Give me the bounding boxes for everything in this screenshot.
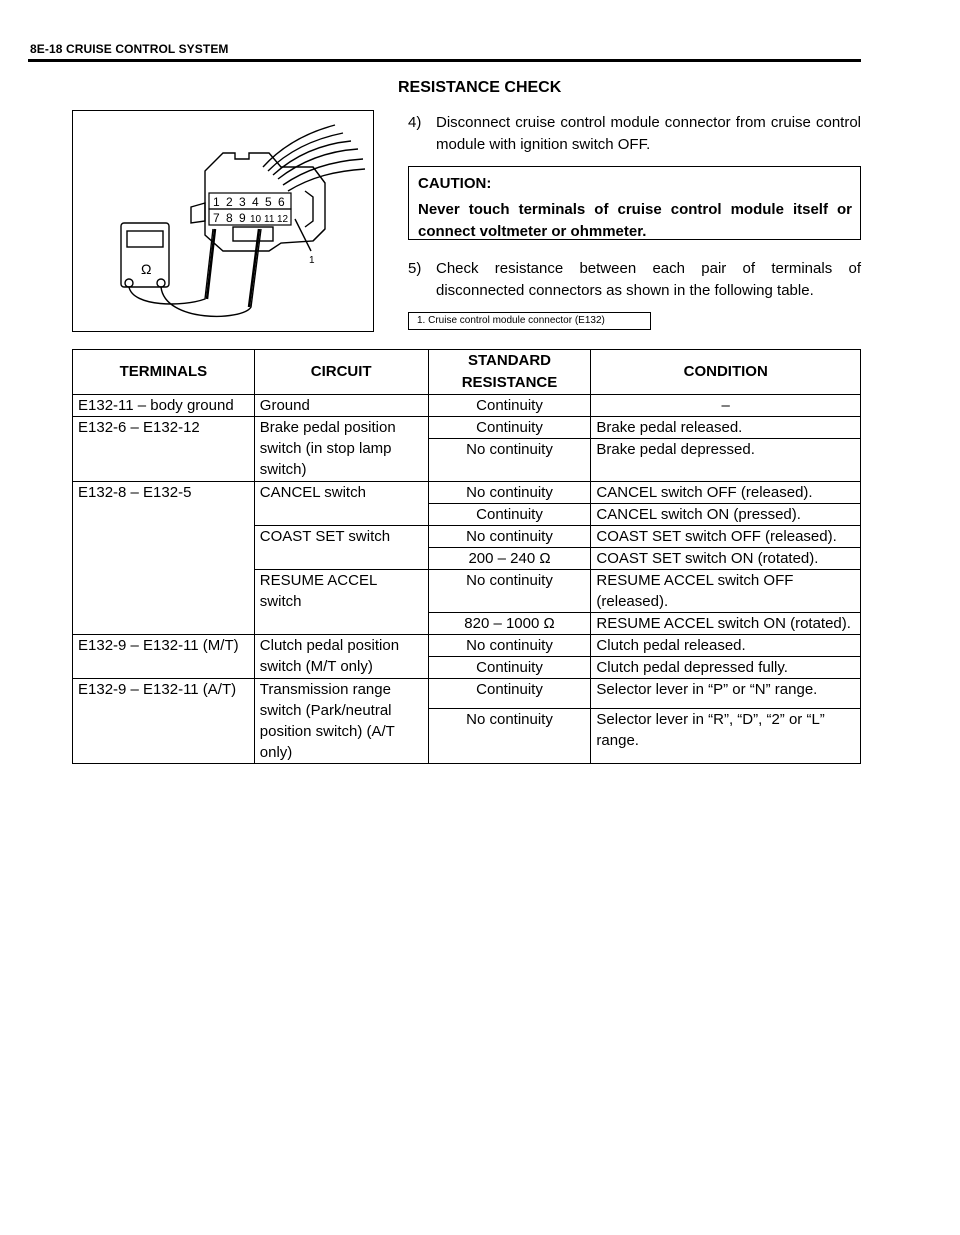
cell-resistance: Continuity: [428, 417, 591, 439]
cell-condition: CANCEL switch ON (pressed).: [591, 504, 861, 526]
cell-resistance: Continuity: [428, 679, 591, 709]
cell-resistance: 820 – 1000 Ω: [428, 613, 591, 635]
page-header: 8E-18 CRUISE CONTROL SYSTEM: [30, 42, 229, 56]
cell-circuit: COAST SET switch: [254, 526, 428, 570]
cell-condition: CANCEL switch OFF (released).: [591, 482, 861, 504]
pin-label: 7: [213, 211, 220, 225]
cell-condition: Clutch pedal released.: [591, 635, 861, 657]
pin-label: 5: [265, 195, 272, 209]
pin-label: 4: [252, 195, 259, 209]
header-resistance-line2: RESISTANCE: [461, 374, 558, 391]
pin-label: 2: [226, 195, 233, 209]
step-text: Disconnect cruise control module connector from cruise control module with ignition switch OFF.: [436, 114, 861, 153]
cell-resistance: No continuity: [428, 439, 591, 482]
cell-terminals: E132-9 – E132-11 (A/T): [73, 679, 255, 764]
cell-condition: Brake pedal released.: [591, 417, 861, 439]
header-resistance-line1: STANDARD: [467, 352, 552, 369]
cell-condition: Selector lever in “P” or “N” range.: [591, 679, 861, 709]
cell-circuit: Ground: [254, 395, 428, 417]
cell-resistance: Continuity: [428, 657, 591, 679]
cell-terminals: E132-11 – body ground: [73, 395, 255, 417]
cell-condition: Selector lever in “R”, “D”, “2” or “L” range.: [591, 709, 861, 764]
connector-illustration: [72, 110, 374, 332]
cell-resistance: No continuity: [428, 635, 591, 657]
cell-circuit: Clutch pedal position switch (M/T only): [254, 635, 428, 679]
ohm-symbol: Ω: [141, 261, 152, 277]
step-text: Check resistance between each pair of terminals of disconnected connectors as shown in the following table.: [436, 260, 861, 299]
step-number: 4): [408, 114, 422, 131]
cell-circuit: CANCEL switch: [254, 482, 428, 526]
cell-condition: COAST SET switch OFF (released).: [591, 526, 861, 548]
resistance-table: [72, 349, 861, 764]
table-header-row: [73, 350, 861, 395]
caution-text: Never touch terminals of cruise control module itself or connect voltmeter or ohmmeter.: [418, 201, 852, 240]
pin-label: 3: [239, 195, 246, 209]
pin-label: 11: [264, 214, 275, 225]
cell-resistance: No continuity: [428, 709, 591, 764]
ohmmeter-connector-drawing: [73, 111, 375, 333]
pin-label: 9: [239, 211, 246, 225]
cell-condition: RESUME ACCEL switch ON (rotated).: [591, 613, 861, 635]
pin-label: 12: [277, 214, 289, 225]
cell-resistance: No continuity: [428, 526, 591, 548]
cell-circuit: Transmission range switch (Park/neutral position switch) (A/T only): [254, 679, 428, 764]
cell-resistance: Continuity: [428, 395, 591, 417]
cell-resistance: 200 – 240 Ω: [428, 548, 591, 570]
table-row: [73, 635, 861, 657]
cell-resistance: No continuity: [428, 570, 591, 613]
cell-condition: RESUME ACCEL switch OFF (released).: [591, 570, 861, 613]
cell-resistance: Continuity: [428, 504, 591, 526]
section-title: RESISTANCE CHECK: [398, 79, 562, 96]
cell-terminals: E132-6 – E132-12: [73, 417, 255, 482]
header-rule: [28, 59, 861, 62]
cell-condition: Brake pedal depressed.: [591, 439, 861, 482]
table-row: [73, 679, 861, 709]
figure-caption: 1. Cruise control module connector (E132): [408, 312, 651, 330]
callout-number: 1: [309, 255, 315, 266]
caution-box: [408, 166, 861, 240]
cell-condition: –: [591, 395, 861, 417]
cell-circuit: RESUME ACCEL switch: [254, 570, 428, 635]
pin-label: 1: [213, 195, 220, 209]
header-condition: CONDITION: [591, 350, 861, 395]
caution-title: CAUTION:: [418, 175, 492, 192]
cell-condition: COAST SET switch ON (rotated).: [591, 548, 861, 570]
header-terminals: TERMINALS: [73, 350, 255, 395]
table-row: [73, 395, 861, 417]
table-row: [73, 482, 861, 504]
header-circuit: CIRCUIT: [254, 350, 428, 395]
cell-condition: Clutch pedal depressed fully.: [591, 657, 861, 679]
pin-label: 8: [226, 211, 233, 225]
cell-terminals: E132-8 – E132-5: [73, 482, 255, 635]
pin-label: 6: [278, 195, 285, 209]
cell-resistance: No continuity: [428, 482, 591, 504]
header-resistance: [428, 350, 591, 395]
cell-terminals: E132-9 – E132-11 (M/T): [73, 635, 255, 679]
cell-circuit: Brake pedal position switch (in stop lamp switch): [254, 417, 428, 482]
pin-label: 10: [250, 214, 262, 225]
table-row: [73, 417, 861, 439]
step-number: 5): [408, 260, 422, 277]
